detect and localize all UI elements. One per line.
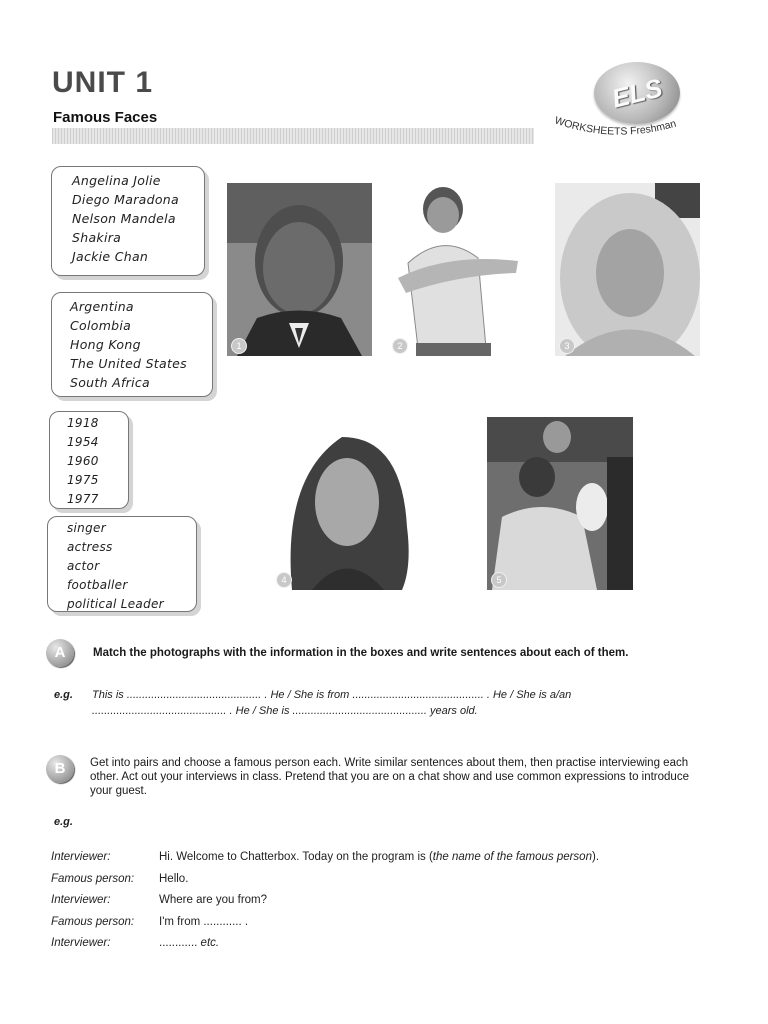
list-item: Angelina Jolie [72, 173, 161, 188]
photo-number-badge: 2 [392, 338, 408, 354]
logo-letters: ELS [608, 71, 666, 114]
list-item: Jackie Chan [72, 249, 149, 264]
dialogue-row [51, 894, 731, 916]
exercise-b-badge: B [46, 755, 74, 783]
svg-text:WORKSHEETS Freshman [553, 115, 678, 138]
list-item: 1975 [67, 473, 99, 487]
dialogue-line-italic: etc. [200, 937, 220, 949]
dialogue-row [51, 851, 731, 873]
photo-number-badge: 1 [231, 338, 247, 354]
exercise-a-badge: A [46, 639, 74, 667]
dialogue-line [159, 916, 248, 928]
exercise-b-instruction: Get into pairs and choose a famous person each. Write similar sentences about them, then practise interviewing each other. Act out your interviews in class. Pretend that you are on a chat show and use common expressions to introduce your guest. [90, 757, 689, 797]
exercise-b-eg-label: e.g. [54, 816, 73, 828]
logo-caption: WORKSHEETS Freshman [553, 115, 678, 138]
dialogue-row [51, 937, 731, 959]
list-item: South Africa [70, 375, 150, 390]
list-item: actor [67, 559, 100, 573]
countries-box [51, 292, 213, 397]
unit-title: UNIT 1 [52, 66, 154, 99]
list-item: 1918 [67, 416, 99, 430]
list-item: Colombia [70, 318, 132, 333]
exercise-a-example-line-2: ............................................ . He / She is ............................................ years old. [92, 705, 478, 717]
dialogue-line-italic: the name of the famous person [432, 851, 592, 863]
photo-number-badge: 4 [276, 572, 292, 588]
list-item: 1977 [67, 492, 99, 506]
photo-number-badge: 5 [491, 572, 507, 588]
list-item: Shakira [72, 230, 122, 245]
exercise-a-instruction: Match the photographs with the information in the boxes and write sentences about each of them. [93, 647, 629, 659]
dialogue-line-prefix: I'm from ............ . [159, 915, 249, 928]
dialogue-row [51, 873, 731, 895]
list-item: political Leader [67, 597, 164, 611]
dialogue-line-prefix: ............ [159, 937, 201, 949]
list-item: Nelson Mandela [72, 211, 176, 226]
photo-5 [487, 417, 633, 590]
dialogue [51, 851, 731, 959]
dialogue-line-prefix: Where are you from? [159, 894, 268, 906]
list-item: footballer [67, 578, 128, 592]
list-item: Hong Kong [70, 337, 141, 352]
list-item: 1960 [67, 454, 99, 468]
dialogue-line-suffix: ). [591, 851, 600, 863]
photo-number-badge: 3 [559, 338, 575, 354]
list-item: The United States [70, 356, 187, 371]
photo-1 [227, 183, 372, 356]
dialogue-role: Interviewer: [51, 894, 111, 906]
dialogue-line [159, 851, 599, 863]
list-item: 1954 [67, 435, 99, 449]
dialogue-role: Famous person: [51, 872, 135, 885]
names-box [51, 166, 205, 276]
dialogue-row [51, 916, 731, 938]
list-item: singer [67, 521, 106, 535]
logo-caption-arc [548, 115, 708, 149]
jobs-box [47, 516, 197, 612]
years-box [49, 411, 129, 509]
photo-2 [388, 183, 528, 356]
dialogue-role: Famous person: [51, 915, 135, 928]
page-subtitle: Famous Faces [53, 109, 158, 126]
dialogue-line-prefix: Hi. Welcome to Chatterbox. Today on the program is ( [159, 851, 433, 863]
list-item: Argentina [70, 299, 134, 314]
dialogue-line-prefix: Hello. [159, 872, 189, 885]
dialogue-line [159, 894, 267, 906]
exercise-a-example-line-1: This is ............................................ . He / She is from ........................................... . He / She is a/an [92, 689, 572, 701]
dialogue-role: Interviewer: [51, 937, 111, 949]
photo-3 [555, 183, 700, 356]
exercise-a-eg-label: e.g. [54, 689, 73, 701]
list-item: actress [67, 540, 113, 554]
list-item: Diego Maradona [72, 192, 179, 207]
dialogue-role: Interviewer: [51, 851, 111, 863]
title-band [52, 128, 534, 144]
photo-4 [272, 417, 415, 590]
dialogue-line [159, 873, 188, 885]
dialogue-line [159, 937, 219, 949]
